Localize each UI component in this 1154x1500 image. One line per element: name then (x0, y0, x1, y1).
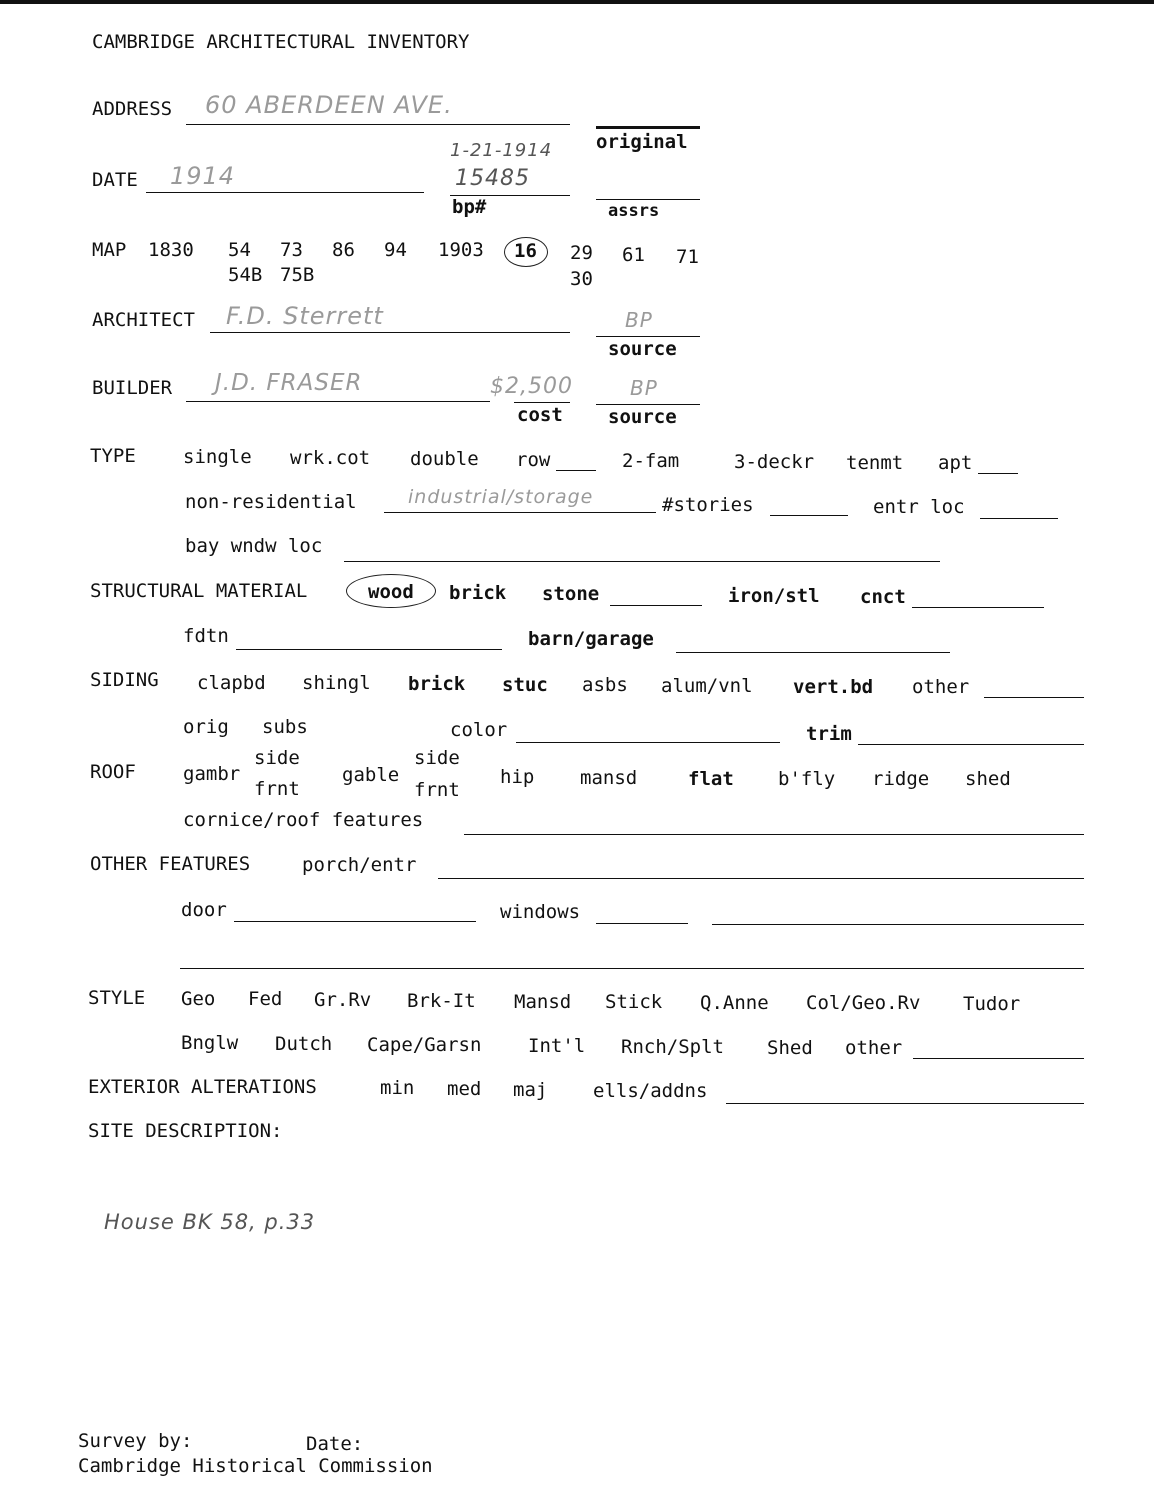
color-line (516, 742, 780, 743)
trim-label: trim (806, 723, 852, 745)
structural-option: brick (449, 582, 507, 604)
non-residential-line (384, 512, 656, 513)
type-option: 2-fam (622, 450, 680, 472)
type-option: tenmt (846, 452, 904, 474)
fdtn-label: fdtn (183, 625, 229, 647)
door-line (234, 921, 476, 922)
exterior-alterations-label: EXTERIOR ALTERATIONS (88, 1076, 317, 1098)
address-value: 60 ABERDEEN AVE. (205, 91, 453, 119)
builder-line (186, 401, 490, 402)
bp-label: bp# (452, 196, 487, 218)
map-year: 61 (622, 244, 645, 266)
type-row-line (556, 470, 596, 471)
stories-line (770, 515, 848, 516)
siding-option: stuc (502, 674, 548, 696)
style-option: Mansd (514, 991, 572, 1013)
porch-entr-label: porch/entr (302, 854, 417, 876)
map-year: 30 (570, 268, 593, 290)
address-label: ADDRESS (92, 98, 173, 120)
cost-line (514, 402, 570, 403)
roof-gambrel-front: frnt (254, 778, 300, 800)
type-option: wrk.cot (290, 447, 371, 469)
original-top-line (596, 126, 700, 129)
cost-label: cost (517, 404, 563, 426)
map-year: 73 (280, 239, 303, 261)
other-features-label: OTHER FEATURES (90, 853, 251, 875)
architect-source-line (596, 336, 700, 337)
site-description-label: SITE DESCRIPTION: (88, 1120, 283, 1142)
form-title: CAMBRIDGE ARCHITECTURAL INVENTORY (92, 31, 470, 53)
style-option: Shed (767, 1037, 813, 1059)
non-residential-value: industrial/storage (408, 486, 594, 508)
builder-source-label: source (608, 406, 677, 428)
windows-label: windows (500, 901, 581, 923)
orig-label: orig (183, 716, 229, 738)
roof-option-gambrel: gambr (183, 763, 241, 785)
bp-number: 15485 (455, 166, 530, 191)
architect-label: ARCHITECT (92, 309, 195, 331)
siding-option: asbs (582, 674, 628, 696)
cornice-label: cornice/roof features (183, 809, 424, 831)
architect-source-label: source (608, 338, 677, 360)
style-option: Cape/Garsn (367, 1034, 482, 1056)
barn-garage-line (676, 652, 950, 653)
style-option: Rnch/Splt (621, 1036, 724, 1058)
assrs-label: assrs (608, 201, 660, 221)
structural-option: iron/stl (728, 585, 820, 607)
structural-option-wood: wood (368, 581, 414, 603)
original-label: original (596, 131, 688, 153)
style-option: Col/Geo.Rv (806, 992, 921, 1014)
fdtn-line (236, 649, 502, 650)
style-option: other (845, 1037, 903, 1059)
siding-option: brick (408, 673, 466, 695)
map-year: 54 (228, 239, 251, 261)
style-option: Gr.Rv (314, 989, 372, 1011)
type-apt-line (978, 473, 1018, 474)
roof-option: shed (965, 768, 1011, 790)
structural-label: STRUCTURAL MATERIAL (90, 580, 308, 602)
type-label: TYPE (90, 445, 136, 467)
siding-option: clapbd (197, 672, 266, 694)
roof-option: hip (500, 766, 535, 788)
roof-gable-front: frnt (414, 779, 460, 801)
style-option: Fed (248, 988, 283, 1010)
style-option: Stick (605, 991, 663, 1013)
roof-option: flat (688, 768, 734, 790)
siding-other-line (984, 697, 1084, 698)
roof-option-gable: gable (342, 764, 400, 786)
type-option: double (410, 448, 479, 470)
subs-label: subs (262, 716, 308, 738)
date-value: 1914 (170, 162, 236, 190)
site-note: House BK 58, p.33 (104, 1210, 316, 1234)
assrs-line (596, 199, 700, 200)
trim-line (858, 744, 1084, 745)
style-other-line (913, 1058, 1084, 1059)
address-line (186, 124, 570, 125)
architect-value: F.D. Sterrett (226, 302, 384, 330)
structural-option: cnct (860, 586, 906, 608)
windows-line-2 (712, 924, 1084, 925)
builder-value: J.D. FRASER (215, 370, 363, 396)
date-line (146, 192, 424, 193)
style-option: Geo (181, 988, 216, 1010)
barn-garage-label: barn/garage (528, 628, 654, 650)
map-year: 1903 (438, 239, 484, 261)
windows-line (596, 923, 688, 924)
map-year-circled: 16 (514, 240, 537, 262)
bp-date: 1-21-1914 (450, 140, 553, 161)
ells-addns-label: ells/addns (593, 1080, 708, 1102)
builder-source-value: BP (630, 376, 658, 400)
entr-loc-line (980, 518, 1058, 519)
style-option: Int'l (528, 1035, 586, 1057)
style-label: STYLE (88, 987, 146, 1009)
type-option: single (183, 446, 252, 468)
style-option: Tudor (963, 993, 1021, 1015)
bay-window-line (344, 561, 940, 562)
cnct-line (912, 607, 1044, 608)
survey-by-label: Survey by: (78, 1430, 193, 1452)
siding-option: other (912, 676, 970, 698)
non-residential-label: non-residential (185, 491, 357, 513)
siding-option: shingl (302, 672, 371, 694)
map-year: 94 (384, 239, 407, 261)
type-option: 3-deckr (734, 451, 815, 473)
roof-option: b'fly (778, 768, 836, 790)
style-option: Bnglw (181, 1032, 239, 1054)
roof-option: mansd (580, 767, 638, 789)
color-label: color (450, 719, 508, 741)
siding-option: vert.bd (793, 676, 874, 698)
map-year: 75B (280, 264, 315, 286)
structural-option: stone (542, 583, 600, 605)
builder-label: BUILDER (92, 377, 173, 399)
builder-source-line (596, 404, 700, 405)
map-year: 71 (676, 246, 699, 268)
date-label: DATE (92, 169, 138, 191)
ells-addns-line (726, 1103, 1084, 1104)
roof-label: ROOF (90, 761, 136, 783)
cost-value: $2,500 (490, 374, 573, 399)
architect-line (210, 332, 570, 333)
map-year: 86 (332, 239, 355, 261)
scan-top-edge (0, 0, 1154, 4)
type-option: apt (938, 452, 973, 474)
map-year: 54B (228, 264, 263, 286)
entr-loc-label: entr loc (873, 496, 965, 518)
roof-option: ridge (872, 768, 930, 790)
door-label: door (181, 899, 227, 921)
bay-window-label: bay wndw loc (185, 535, 323, 557)
type-option: row (516, 449, 551, 471)
siding-option: alum/vnl (661, 675, 753, 697)
map-year: 29 (570, 242, 593, 264)
map-label: MAP (92, 239, 127, 261)
architect-source-value: BP (625, 308, 653, 332)
style-option: Dutch (275, 1033, 333, 1055)
stories-label: #stories (662, 494, 754, 516)
map-year: 1830 (148, 239, 194, 261)
cornice-line (464, 834, 1084, 835)
alteration-option: min (380, 1077, 415, 1099)
other-features-extra-line (180, 968, 1084, 969)
style-option: Brk-It (407, 990, 476, 1012)
alteration-option: maj (513, 1079, 548, 1101)
porch-entr-line (438, 878, 1084, 879)
survey-date-label: Date: (306, 1433, 364, 1455)
roof-gambrel-side: side (254, 747, 300, 769)
roof-gable-side: side (414, 747, 460, 769)
alteration-option: med (447, 1078, 482, 1100)
style-option: Q.Anne (700, 992, 769, 1014)
stone-line (610, 605, 702, 606)
siding-label: SIDING (90, 669, 159, 691)
commission-name: Cambridge Historical Commission (78, 1455, 433, 1477)
